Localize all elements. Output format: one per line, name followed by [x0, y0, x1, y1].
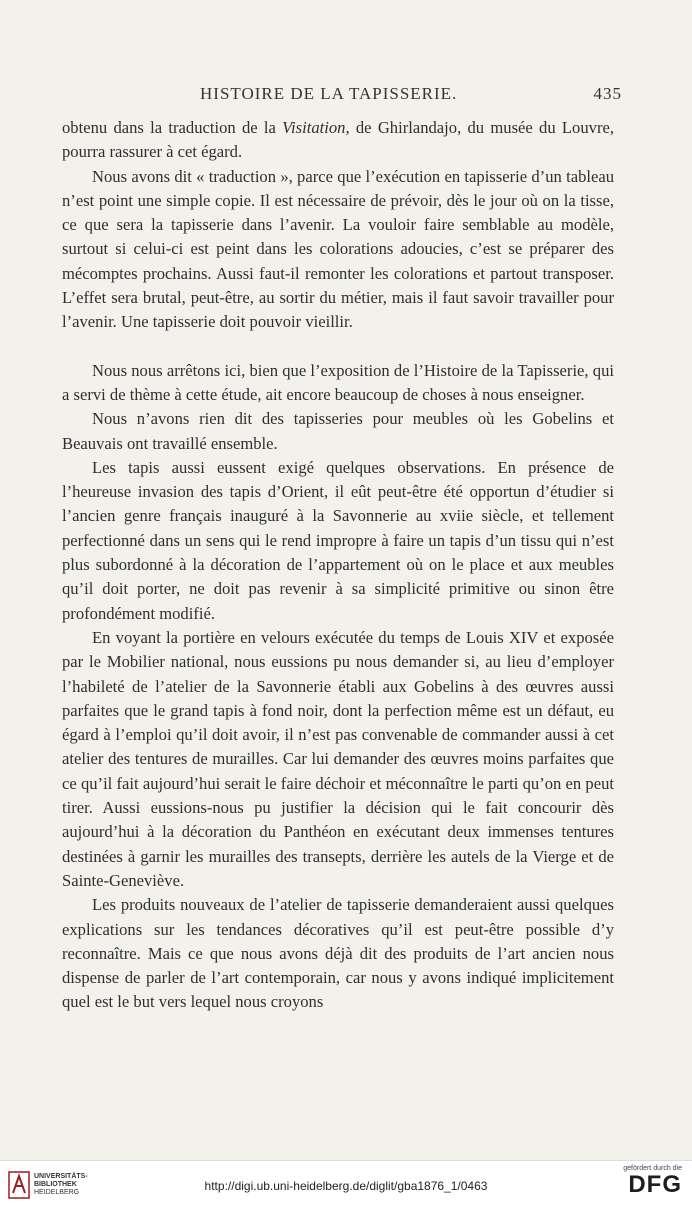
library-name-line3: HEIDELBERG [34, 1189, 80, 1196]
dfg-wordmark: DFG [628, 1171, 682, 1198]
paragraph-1: obtenu dans la traduction de la Visitation, de Ghirlandajo, du musée du Louvre, pourra rassurer à cet égard. [62, 118, 614, 162]
page-number: 435 [593, 84, 622, 103]
paragraph-7: Les produits nouveaux de l’atelier de tapisserie demanderaient aussi quelques explications sur les tendances décoratives qu’il est peut-être possible d’y reconnaître. Mais ce que nous avons déjà dit des produits de l’art ancien nous dispense de parler de l’art contemporain, car nous y avons indiqué implicitement quel est le but vers lequel nous croyons [62, 895, 614, 1012]
dfg-logo[interactable] [610, 1165, 682, 1207]
permalink-url[interactable]: http://digi.ub.uni-heidelberg.de/diglit/gba1876_1/0463 [204, 1179, 488, 1193]
paragraph-4: Nous n’avons rien dit des tapisseries pour meubles où les Gobelins et Beauvais ont travaillé ensemble. [62, 409, 614, 453]
viewer-footer [0, 1160, 692, 1210]
paragraph-2: Nous avons dit « traduction », parce que l’exécution en tapisserie d’un tableau n’est point une simple copie. Il est nécessaire de prévoir, dès le jour où on la tisse, ce que sera la tapisserie dans l’avenir. La vouloir faire semblable au modèle, surtout si celui-ci est peint dans les colorations adoucies, c’est se préparer des mécomptes prochains. Aussi faut-il remonter les colorations et partout transposer. L’effet sera brutal, peut-être, au sortir du métier, mais il faut savoir travailler pour l’avenir. Une tapisserie doit pouvoir vieillir. [62, 166, 614, 332]
funding-caption: gefördert durch die [623, 1165, 682, 1172]
paragraph-5: Les tapis aussi eussent exigé quelques observations. En présence de l’heureuse invasion des tapis d’Orient, il eût peut-être été opportun d’étudier si l’ancien genre français inauguré à la Savonnerie au xviie siècle, et tellement perfectionné dans un sens qui le rend impropre à faire un tapis d’un tissu qui n’est plus subordonné à la décoration de l’appartement où on le place et aux meubles qu’il doit porter, ne doit pas revenir à sa simplicité primitive ou sinon être profondément modifié. [62, 457, 614, 623]
library-name-line1: UNIVERSITÄTS- [34, 1173, 88, 1180]
body-text [62, 116, 614, 1015]
paragraph-3: Nous nous arrêtons ici, bien que l’exposition de l’Histoire de la Tapisserie, qui a servi de thème à cette étude, ait encore beaucoup de choses à nous enseigner. [62, 360, 614, 404]
library-name-line2: BIBLIOTHEK [34, 1181, 77, 1188]
running-title: HISTOIRE DE LA TAPISSERIE. [200, 84, 458, 103]
running-header [60, 84, 622, 108]
italic-title: Visitation [282, 118, 346, 137]
paragraph-6: En voyant la portière en velours exécutée du temps de Louis XIV et exposée par le Mobilier national, nous eussions pu nous demander si, au lieu d’employer l’habileté de l’atelier de la Savonnerie établi aux Gobelins à des œuvres aussi parfaites que le grand tapis à fond noir, dont la perfection même est un défaut, eu égard à l’emploi qu’il doit avoir, il n’est pas convenable de commander aussi à cet atelier des tentures de murailles. Car lui demander des œuvres moins parfaites que ce qu’il fait aujourd’hui serait le faire déchoir et méconnaître le parti qu’on en peut tirer. Aussi eussions-nous pu justifier la décision qui le fait concourir dès aujourd’hui à la décoration du Panthéon en exécutant deux immenses tentures destinées à garnir les murailles des transepts, derrière les autels de la Vierge et de Sainte-Geneviève. [62, 627, 614, 890]
